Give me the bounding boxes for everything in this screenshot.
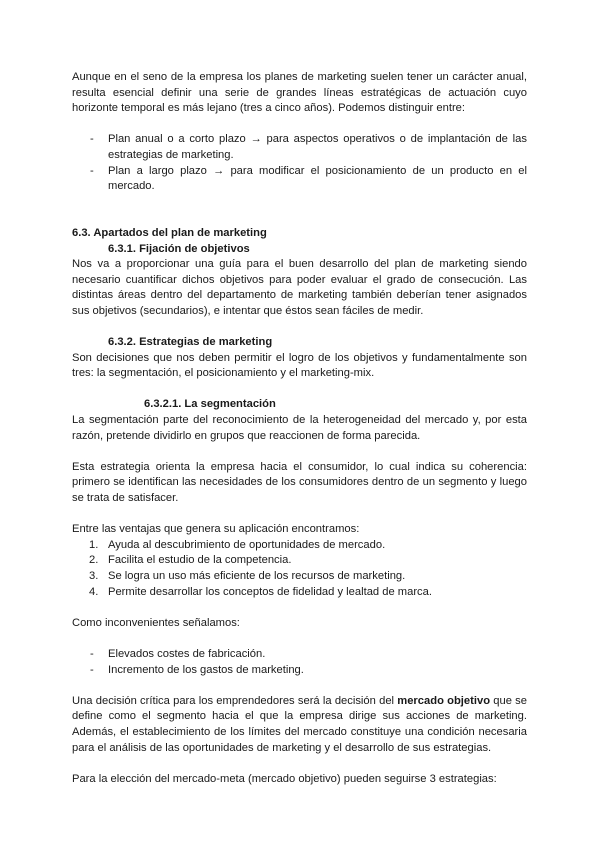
dash-marker: - (90, 647, 94, 660)
target-market-text-before: Una decisión crítica para los emprendedores será la decisión del (72, 694, 398, 707)
target-market-paragraph (72, 694, 527, 756)
advantages-intro: Entre las ventajas que genera su aplicación encontramos: (72, 523, 360, 536)
strategies-intro: Para la elección del mercado-meta (mercado objetivo) pueden seguirse 3 estrategias: (72, 772, 497, 785)
subsection-heading-6-3-2-1: 6.3.2.1. La segmentación (144, 398, 276, 411)
list-item-text: Ayuda al descubrimiento de oportunidades de mercado. (108, 538, 386, 551)
intro-paragraph: Aunque en el seno de la empresa los planes de marketing suelen tener un carácter anual, resulta esencial definir una serie de grandes líneas estratégicas de actuación cuyo horizonte temporal es más lejano (tres a cinco años). Podemos distinguir entre: (72, 71, 527, 115)
list-item (72, 647, 527, 663)
list-item-text: Elevados costes de fabricación. (108, 647, 266, 660)
section-heading-6-3: 6.3. Apartados del plan de marketing (72, 226, 267, 239)
list-item-text: Permite desarrollar los conceptos de fidelidad y lealtad de marca. (108, 585, 432, 598)
list-item (72, 553, 527, 569)
strategies-paragraph: Son decisiones que nos deben permitir el logro de los objetivos y fundamentalmente son tres: la segmentación, el posicionamiento y el marketing-mix. (72, 351, 527, 380)
disadvantages-intro: Como inconvenientes señalamos: (72, 616, 240, 629)
subsection-heading-6-3-1: 6.3.1. Fijación de objetivos (108, 242, 250, 255)
plan-types-list (72, 132, 527, 194)
list-number: 3. (89, 570, 99, 582)
target-market-term: mercado objetivo (397, 694, 491, 707)
list-number: 2. (89, 554, 99, 567)
disadvantages-list (72, 647, 527, 678)
list-item-text: Incremento de los gastos de marketing. (108, 663, 304, 676)
subsection-heading-6-3-2: 6.3.2. Estrategias de marketing (108, 336, 273, 349)
list-item-text: Plan anual o a corto plazo → para aspectos operativos o de implantación de las estrategias de marketing. (108, 133, 527, 161)
target-market-text-after: que se define como el segmento hacia el que la empresa dirige sus acciones de marketing. Además, el establecimiento de los límites del mercado constituye una condición necesaria para el análisis de las oportunidades de marketing y el desarrollo de sus estrategias. (72, 694, 527, 754)
list-item-text: Facilita el estudio de la competencia. (108, 554, 292, 567)
dash-marker: - (90, 663, 94, 676)
list-item-text: Plan a largo plazo → para modificar el posicionamiento de un producto en el mercado. (108, 164, 527, 193)
list-number: 1. (89, 538, 99, 551)
segmentation-paragraph-1: La segmentación parte del reconocimiento de la heterogeneidad del mercado y, por esta razón, pretende dividirlo en grupos que reaccionen de forma parecida. (72, 414, 527, 442)
dash-marker: - (90, 133, 94, 146)
list-item (72, 569, 527, 585)
segmentation-paragraph-2: Esta estrategia orienta la empresa hacia el consumidor, lo cual indica su coherencia: primero se identifican las necesidades de los consumidores dentro de un segmento y luego se trata de satisfacer. (72, 460, 527, 505)
list-item (72, 164, 527, 195)
advantages-list (72, 538, 527, 600)
list-item (72, 132, 527, 163)
list-item (72, 538, 527, 554)
dash-marker: - (90, 164, 94, 177)
list-item (72, 585, 527, 601)
list-number: 4. (89, 585, 99, 598)
list-item-text: Se logra un uso más eficiente de los recursos de marketing. (108, 570, 406, 582)
list-item (72, 663, 527, 679)
objectives-paragraph: Nos va a proporcionar una guía para el buen desarrollo del plan de marketing siendo necesario cuantificar dichos objetivos para poder evaluar el grado de consecución. Las distintas áreas dentro del departamento de marketing también deberían tener asignados sus objetivos (secundarios), e intentar que éstos sean fáciles de medir. (72, 258, 527, 317)
